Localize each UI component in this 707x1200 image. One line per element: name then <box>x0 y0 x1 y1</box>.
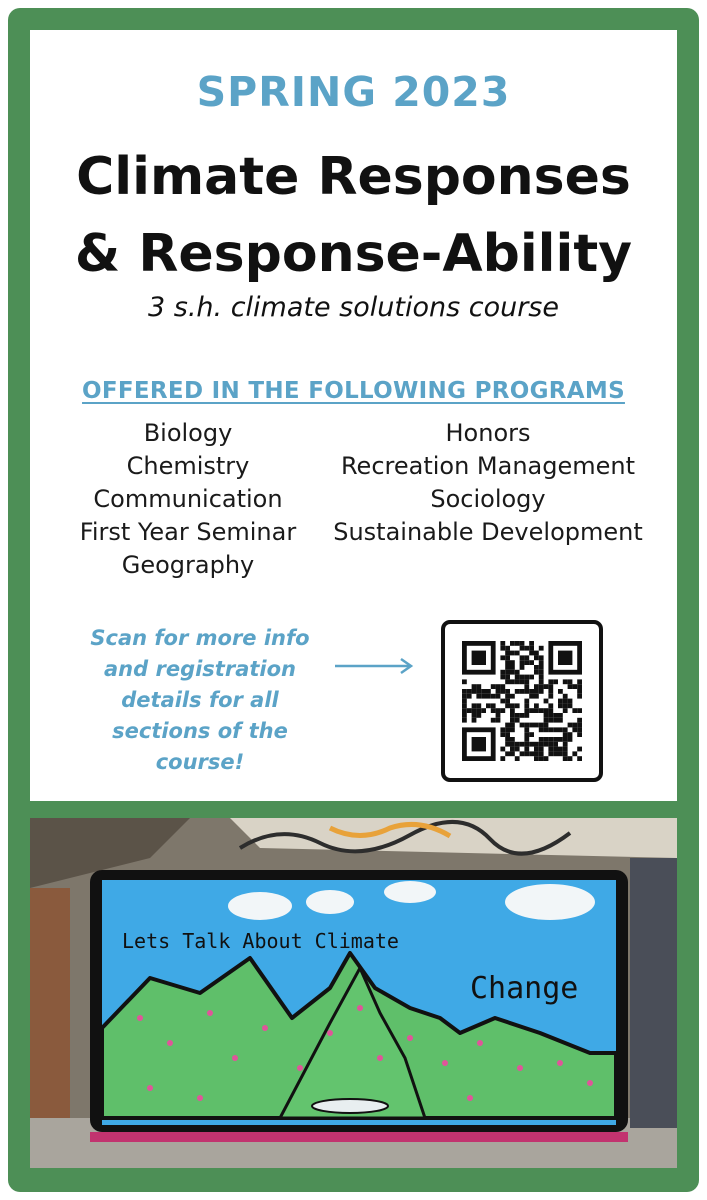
qr-code-icon[interactable] <box>441 620 603 782</box>
scan-instructions <box>80 623 320 778</box>
scan-text-line: course! <box>155 750 245 774</box>
mural-photo <box>30 818 677 1168</box>
program-item: Geography <box>121 551 255 579</box>
poster-card <box>30 30 677 801</box>
program-item: First Year Seminar <box>79 518 297 546</box>
course-subtitle: 3 s.h. climate solutions course <box>148 292 559 323</box>
season-label: SPRING 2023 <box>196 68 511 116</box>
program-item: Biology <box>143 419 233 447</box>
program-item: Chemistry <box>126 452 250 480</box>
scan-text-line: Scan for more info <box>90 626 310 650</box>
scan-text-line: and registration <box>104 657 296 681</box>
scan-text-line: sections of the <box>112 719 288 743</box>
program-item: Honors <box>445 419 531 447</box>
mural-text-line1: Lets Talk About Climate <box>122 929 399 953</box>
course-title-line1: Climate Responses <box>76 147 631 207</box>
scan-text-line: details for all <box>121 688 279 712</box>
qr-code-pattern <box>462 641 582 761</box>
program-item: Sustainable Development <box>333 518 643 546</box>
program-item: Recreation Management <box>340 452 636 480</box>
course-title-line2: & Response-Ability <box>74 224 633 284</box>
program-item: Communication <box>93 485 283 513</box>
programs-list-left <box>66 417 310 582</box>
programs-heading: OFFERED IN THE FOLLOWING PROGRAMS <box>82 378 625 404</box>
mural-text-line2: Change <box>470 971 579 1006</box>
programs-list-right <box>318 417 658 549</box>
mural-image <box>30 818 677 1168</box>
arrow-right-icon <box>333 656 415 676</box>
program-item: Sociology <box>430 485 546 513</box>
